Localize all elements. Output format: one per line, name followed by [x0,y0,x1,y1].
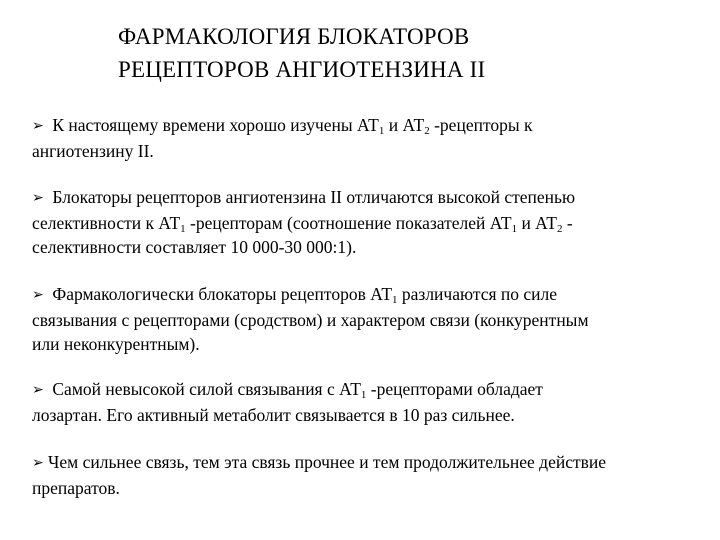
bullet-text: и АТ [517,213,557,233]
bullet-item [32,450,702,500]
bullet-text: различаются по силе [397,284,558,304]
bullet-line [32,185,702,211]
subscript: 2 [424,125,430,137]
bullet-line [32,282,702,308]
bullet-text: Чем сильнее связь, тем эта связь прочнее и тем продолжительнее действие [48,452,607,472]
bullet-line: или неконкурентным). [32,334,200,354]
bullet-line [32,377,702,403]
bullet-line: лозартан. Его активный метаболит связывается в 10 раз сильнее. [32,405,515,425]
bullet-text: - [562,213,573,233]
subscript: 1 [360,389,367,401]
subscript: 1 [511,223,518,235]
bullet-text: Фармакологически блокаторы рецепторов АТ [48,284,393,304]
bullet-text: Самой невысокой силой связывания с АТ [48,379,361,399]
arrowhead-bullet-icon: ➢ [32,456,44,471]
slide-title [118,20,678,86]
bullet-item [32,377,702,427]
bullet-line: препаратов. [32,478,120,498]
bullet-text: К настоящему времени хорошо изучены АТ [48,115,379,135]
title-line-1: ФАРМАКОЛОГИЯ БЛОКАТОРОВ [118,24,470,49]
bullet-item [32,282,702,356]
arrowhead-bullet-icon: ➢ [32,383,44,398]
bullet-text: -рецепторами обладает [366,379,543,399]
subscript: 2 [556,223,563,235]
bullet-line: ангиотензину II. [32,141,154,161]
bullet-item [32,113,702,163]
subscript: 1 [180,223,186,235]
bullet-line: связывания с рецепторами (сродством) и характером связи (конкурентным [32,310,589,330]
arrowhead-bullet-icon: ➢ [32,191,44,206]
subscript: 1 [378,125,385,137]
subscript: 1 [392,294,398,306]
bullet-line [32,450,702,476]
bullet-item [32,185,702,259]
bullet-text: -рецепторы к [429,115,533,135]
arrowhead-bullet-icon: ➢ [32,119,44,134]
bullet-text: Блокаторы рецепторов ангиотензина II отличаются высокой степенью [48,187,576,207]
bullet-text: и АТ [384,115,425,135]
bullet-line: селективности составляет 10 000-30 000:1). [32,237,357,257]
bullet-text: -рецепторам (соотношение показателей АТ [185,213,512,233]
bullet-line [32,211,702,235]
arrowhead-bullet-icon: ➢ [32,288,44,303]
bullet-text: селективности к АТ [32,213,181,233]
title-line-2: РЕЦЕПТОРОВ АНГИОТЕНЗИНА II [118,57,486,82]
bullet-line [32,113,702,139]
